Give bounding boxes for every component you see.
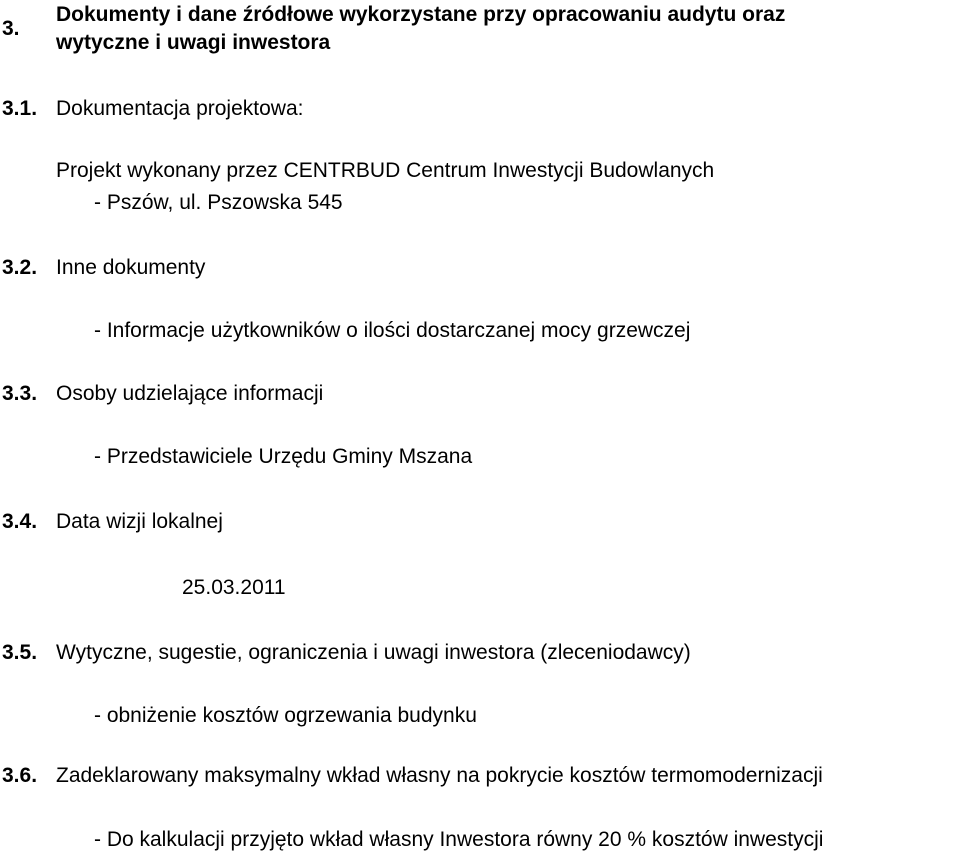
subsection-3-4-title: Data wizji lokalnej — [56, 510, 223, 533]
subsection-3-6-number: 3.6. — [2, 764, 38, 787]
subsection-3-4-number: 3.4. — [2, 510, 38, 533]
subsection-3-5-number: 3.5. — [2, 641, 38, 664]
subsection-3-2-title: Inne dokumenty — [56, 256, 206, 279]
subsection-3-2-number: 3.2. — [2, 256, 38, 279]
subsection-3-3-number: 3.3. — [2, 382, 38, 405]
subsection-3-1-content-line-1: Projekt wykonany przez CENTRBUD Centrum Inwestycji Budowlanych — [56, 159, 715, 182]
section-title-line-1: Dokumenty i dane źródłowe wykorzystane przy opracowaniu audytu oraz — [56, 3, 786, 26]
section-number: 3. — [2, 17, 20, 40]
subsection-3-6-content: - Do kalkulacji przyjęto wkład własny Inwestora równy 20 % kosztów inwestycji — [94, 828, 824, 851]
subsection-3-5-title: Wytyczne, sugestie, ograniczenia i uwagi inwestora (zleceniodawcy) — [56, 641, 691, 664]
subsection-3-2-content: - Informacje użytkowników o ilości dostarczanej mocy grzewczej — [94, 319, 691, 342]
subsection-3-6-title: Zadeklarowany maksymalny wkład własny na pokrycie kosztów termomodernizacji — [56, 764, 823, 787]
subsection-3-3-title: Osoby udzielające informacji — [56, 382, 324, 405]
subsection-3-3-content: - Przedstawiciele Urzędu Gminy Mszana — [94, 445, 473, 468]
subsection-3-1-title: Dokumentacja projektowa: — [56, 97, 304, 120]
section-title-line-2: wytyczne i uwagi inwestora — [56, 31, 331, 54]
subsection-3-4-date: 25.03.2011 — [182, 576, 286, 599]
subsection-3-5-content: - obniżenie kosztów ogrzewania budynku — [94, 704, 477, 727]
subsection-3-1-content-line-2: - Pszów, ul. Pszowska 545 — [94, 191, 343, 214]
subsection-3-1-number: 3.1. — [2, 97, 38, 120]
